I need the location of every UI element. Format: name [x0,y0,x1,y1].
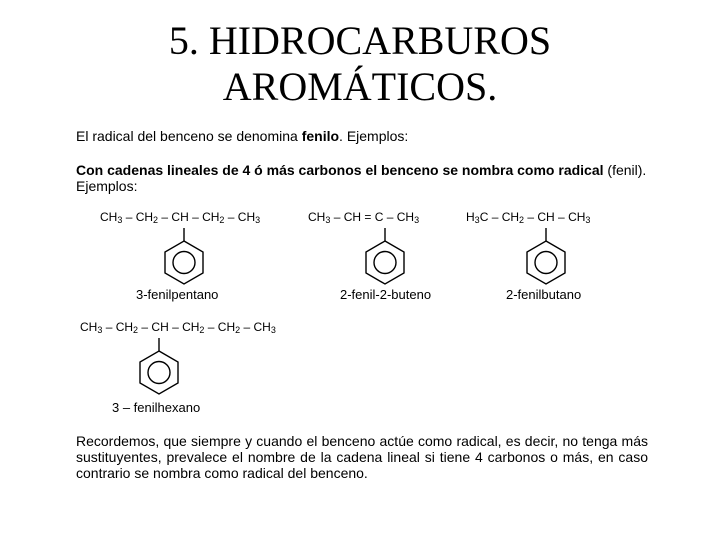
formula-part: – CH [240,320,271,334]
benzene-ring-icon [361,228,409,284]
example-name-3-fenilhexano: 3 – fenilhexano [112,400,201,415]
formula-part: C – CH [479,210,520,224]
formula-sub: 2 [219,215,225,225]
formula-sub: 3 [325,215,331,225]
formula-sub: 2 [519,215,525,225]
formula-sub: 3 [585,215,591,225]
benzene-ring-icon [135,338,183,394]
formula-sub: 2 [235,325,241,335]
benzene-ring-icon [160,228,208,284]
formula-sub: 2 [153,215,159,225]
rule-paragraph [76,162,648,194]
example-name-2-fenil-2-buteno: 2-fenil-2-buteno [340,287,432,302]
intro-text-end: . Ejemplos: [339,128,409,144]
formula-part: CH [100,210,118,224]
formula-sub: 3 [474,215,480,225]
slide-title [0,18,720,110]
formula-sub: 2 [133,325,139,335]
title-line-2: AROMÁTICOS. [222,64,498,109]
formula-part: – CH = C – CH [330,210,415,224]
formula-part: – CH [122,210,154,224]
formula-sub: 3 [414,215,420,225]
rule-normal-text: (fenil). Ejemplos: [76,162,647,194]
formula-sub: 2 [199,325,205,335]
formula-sub: 3 [117,215,123,225]
intro-text: El radical del benceno se denomina [76,128,302,144]
formula-part: CH [80,320,98,334]
formula-part: CH [308,210,326,224]
formula-part: H [466,210,475,224]
example-name-3-fenilpentano: 3-fenilpentano [136,287,219,302]
formula-part: – CH – CH [524,210,586,224]
intro-paragraph [76,128,648,144]
formula-part: – CH [224,210,256,224]
formula-part: – CH – CH [158,210,220,224]
formula-3-fenilpentano [100,210,260,225]
rule-bold-text: Con cadenas lineales de 4 ó más carbonos el benceno se nombra como radical [76,162,604,178]
example-name-2-fenilbutano: 2-fenilbutano [506,287,582,302]
formula-part: – CH [204,320,236,334]
title-line-1: 5. HIDROCARBUROS [168,18,552,63]
formula-sub: 3 [97,325,103,335]
intro-emphasis: fenilo [301,128,340,144]
benzene-ring-icon [522,228,570,284]
formula-3-fenilhexano [80,320,276,335]
formula-sub: 3 [255,215,261,225]
formula-part: – CH – CH [138,320,200,334]
formula-2-fenilbutano [466,210,590,225]
formula-2-fenil-2-buteno [308,210,419,225]
note-paragraph: Recordemos, que siempre y cuando el benceno actúe como radical, es decir, no tenga más sustituyentes, prevalece el nombre de la cadena lineal si tiene 4 carbonos o más, en caso contrario se nombra como radical del benceno. [76,433,648,481]
formula-part: – CH [102,320,134,334]
formula-sub: 3 [270,325,276,335]
